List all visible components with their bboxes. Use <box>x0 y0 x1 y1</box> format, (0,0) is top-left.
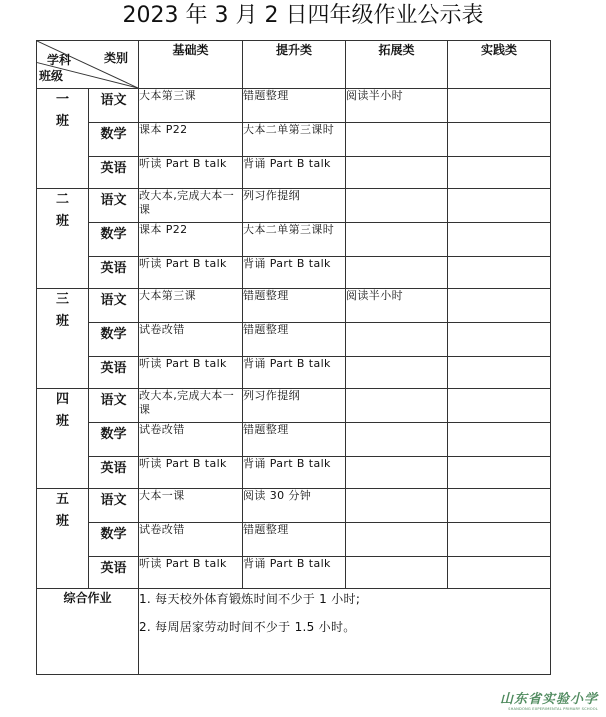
homework-table <box>36 40 551 675</box>
homework-cell: 背诵 Part B talk <box>243 557 346 589</box>
homework-cell: 错题整理 <box>243 323 346 357</box>
subject-cell: 英语 <box>89 357 139 389</box>
homework-cell <box>346 123 448 157</box>
homework-cell <box>346 389 448 423</box>
class-name: 三 班 <box>55 292 69 329</box>
summary-line: 1. 每天校外体育锻炼时间不少于 1 小时; <box>139 592 361 606</box>
table-row <box>37 389 551 423</box>
homework-cell: 阅读半小时 <box>346 89 448 123</box>
homework-cell: 错题整理 <box>243 89 346 123</box>
homework-cell: 阅读 30 分钟 <box>243 489 346 523</box>
homework-cell: 错题整理 <box>243 423 346 457</box>
homework-cell <box>346 423 448 457</box>
table-row <box>37 157 551 189</box>
homework-cell <box>448 257 551 289</box>
homework-cell <box>346 523 448 557</box>
homework-cell <box>448 357 551 389</box>
subject-cell: 数学 <box>89 223 139 257</box>
homework-cell: 听读 Part B talk <box>139 557 243 589</box>
table-row <box>37 523 551 557</box>
homework-cell: 改大本,完成大本一课 <box>139 189 243 223</box>
subject-cell: 数学 <box>89 123 139 157</box>
homework-cell: 错题整理 <box>243 523 346 557</box>
header-corner-cell <box>37 41 139 89</box>
column-header-practice: 实践类 <box>448 41 551 89</box>
homework-cell: 大本二单第三课时 <box>243 223 346 257</box>
table-row <box>37 89 551 123</box>
subject-cell: 语文 <box>89 289 139 323</box>
homework-cell <box>448 489 551 523</box>
homework-cell <box>346 557 448 589</box>
homework-cell: 试卷改错 <box>139 323 243 357</box>
homework-cell: 背诵 Part B talk <box>243 457 346 489</box>
column-header-basic: 基础类 <box>139 41 243 89</box>
homework-cell: 试卷改错 <box>139 423 243 457</box>
subject-cell: 语文 <box>89 89 139 123</box>
class-name-cell <box>37 389 89 489</box>
class-name-cell <box>37 189 89 289</box>
class-name: 四 班 <box>55 392 69 429</box>
logo-text-cn: 山东省实验小学 <box>499 692 598 707</box>
column-header-extend: 拓展类 <box>346 41 448 89</box>
homework-cell <box>346 489 448 523</box>
class-name: 一 班 <box>55 92 69 129</box>
class-name-cell <box>37 89 89 189</box>
column-header-improve: 提升类 <box>243 41 346 89</box>
table-row <box>37 357 551 389</box>
homework-cell <box>448 323 551 357</box>
homework-cell <box>448 189 551 223</box>
homework-cell: 错题整理 <box>243 289 346 323</box>
table-row <box>37 557 551 589</box>
category-label: 类别 <box>103 51 128 65</box>
class-label: 班级 <box>39 69 64 83</box>
summary-line: 2. 每周居家劳动时间不少于 1.5 小时。 <box>139 620 356 634</box>
homework-cell <box>448 457 551 489</box>
homework-cell: 大本第三课 <box>139 89 243 123</box>
homework-cell <box>448 223 551 257</box>
summary-label: 综合作业 <box>37 589 139 675</box>
homework-cell: 听读 Part B talk <box>139 157 243 189</box>
subject-cell: 英语 <box>89 157 139 189</box>
homework-cell <box>346 457 448 489</box>
homework-cell: 列习作提纲 <box>243 389 346 423</box>
subject-cell: 英语 <box>89 257 139 289</box>
homework-cell: 试卷改错 <box>139 523 243 557</box>
class-name-cell <box>37 489 89 589</box>
table-row <box>37 323 551 357</box>
homework-cell <box>346 223 448 257</box>
homework-cell <box>448 557 551 589</box>
homework-cell: 课本 P22 <box>139 223 243 257</box>
homework-cell: 大本二单第三课时 <box>243 123 346 157</box>
homework-cell <box>448 89 551 123</box>
subject-label: 学科 <box>47 53 72 67</box>
table-row <box>37 489 551 523</box>
subject-cell: 语文 <box>89 189 139 223</box>
homework-cell: 背诵 Part B talk <box>243 257 346 289</box>
homework-table-body <box>37 41 551 675</box>
homework-cell <box>346 357 448 389</box>
homework-cell: 大本一课 <box>139 489 243 523</box>
homework-cell <box>448 123 551 157</box>
logo-text-en: SHANDONG EXPERIMENTAL PRIMARY SCHOOL <box>508 707 598 711</box>
homework-cell: 列习作提纲 <box>243 189 346 223</box>
homework-cell: 背诵 Part B talk <box>243 157 346 189</box>
table-row <box>37 223 551 257</box>
class-name: 五 班 <box>55 492 69 529</box>
homework-cell <box>448 157 551 189</box>
class-name: 二 班 <box>55 192 69 229</box>
subject-cell: 语文 <box>89 489 139 523</box>
homework-cell <box>448 289 551 323</box>
summary-row <box>37 589 551 675</box>
homework-cell <box>448 523 551 557</box>
homework-cell <box>346 157 448 189</box>
table-row <box>37 189 551 223</box>
table-row <box>37 123 551 157</box>
table-row <box>37 457 551 489</box>
homework-cell: 课本 P22 <box>139 123 243 157</box>
subject-cell: 数学 <box>89 523 139 557</box>
subject-cell: 数学 <box>89 423 139 457</box>
table-row <box>37 289 551 323</box>
subject-cell: 英语 <box>89 457 139 489</box>
homework-cell <box>346 323 448 357</box>
summary-text-cell <box>139 589 551 675</box>
homework-cell: 阅读半小时 <box>346 289 448 323</box>
homework-cell: 听读 Part B talk <box>139 457 243 489</box>
homework-cell: 改大本,完成大本一课 <box>139 389 243 423</box>
class-name-cell <box>37 289 89 389</box>
table-row <box>37 257 551 289</box>
homework-cell <box>346 189 448 223</box>
homework-cell: 听读 Part B talk <box>139 357 243 389</box>
subject-cell: 语文 <box>89 389 139 423</box>
header-row <box>37 41 551 89</box>
homework-cell: 背诵 Part B talk <box>243 357 346 389</box>
table-row <box>37 423 551 457</box>
homework-cell: 大本第三课 <box>139 289 243 323</box>
homework-cell <box>448 389 551 423</box>
page-title: 2023 年 3 月 2 日四年级作业公示表 <box>122 3 484 28</box>
subject-cell: 数学 <box>89 323 139 357</box>
school-logo <box>500 688 598 711</box>
homework-cell <box>346 257 448 289</box>
homework-cell <box>448 423 551 457</box>
homework-cell: 听读 Part B talk <box>139 257 243 289</box>
subject-cell: 英语 <box>89 557 139 589</box>
